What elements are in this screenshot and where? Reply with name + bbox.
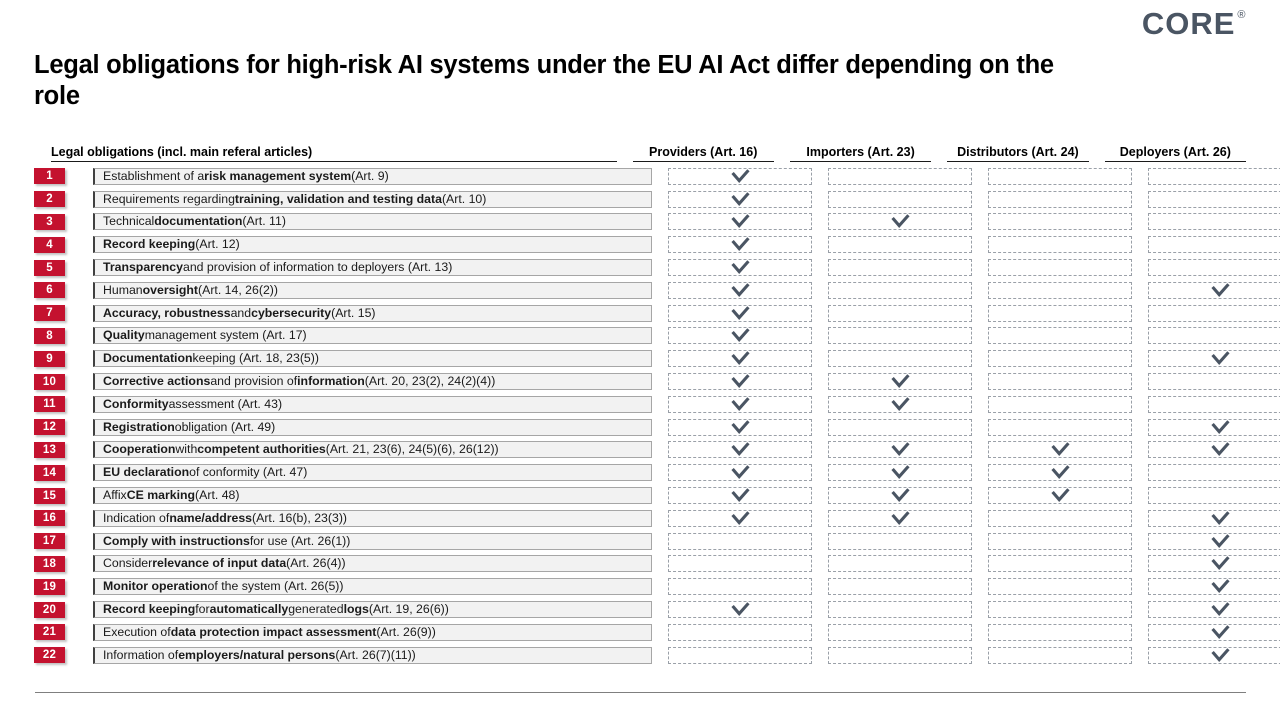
checkbox-cell-providers[interactable] xyxy=(668,236,812,253)
checkbox-cell-providers[interactable] xyxy=(668,396,812,413)
obligation-label: Accuracy, robustness and cybersecurity (Art. 15) xyxy=(93,305,652,322)
row-number-badge-wrap xyxy=(34,488,68,504)
row-number-badge-wrap xyxy=(34,282,68,298)
check-icon xyxy=(1212,284,1229,297)
table-row xyxy=(34,416,1246,439)
row-number-badge-wrap xyxy=(34,374,68,390)
check-icon xyxy=(732,421,749,434)
checkbox-cell-distributors[interactable] xyxy=(988,259,1132,276)
obligation-label: Comply with instructions for use (Art. 26(1)) xyxy=(93,533,652,550)
check-icon xyxy=(732,170,749,183)
check-icon xyxy=(1212,443,1229,456)
checkbox-cell-providers[interactable] xyxy=(668,441,812,458)
checkbox-cell-providers[interactable] xyxy=(668,464,812,481)
table-row xyxy=(34,575,1246,598)
row-number-badge-wrap xyxy=(34,647,68,663)
row-number-badge-wrap xyxy=(34,579,68,595)
table-row xyxy=(34,598,1246,621)
row-number-badge: 4 xyxy=(34,237,65,253)
table-row xyxy=(34,302,1246,325)
checkbox-cell-deployers[interactable] xyxy=(1148,305,1280,322)
table-row xyxy=(34,553,1246,576)
check-icon xyxy=(732,284,749,297)
check-icon xyxy=(1212,557,1229,570)
checkbox-cell-importers[interactable] xyxy=(828,647,972,664)
row-number-badge-wrap xyxy=(34,168,68,184)
row-number-badge-wrap xyxy=(34,510,68,526)
checkbox-cell-providers[interactable] xyxy=(668,305,812,322)
table-row xyxy=(34,233,1246,256)
checkbox-cell-providers[interactable] xyxy=(668,510,812,527)
checkbox-cell-importers[interactable] xyxy=(828,168,972,185)
check-icon xyxy=(892,215,909,228)
obligation-label: Establishment of a risk management system (Art. 9) xyxy=(93,168,652,185)
check-icon xyxy=(1212,649,1229,662)
checkbox-cell-distributors[interactable] xyxy=(988,533,1132,550)
checkbox-cell-importers[interactable] xyxy=(828,533,972,550)
check-icon xyxy=(732,329,749,342)
row-number-badge: 3 xyxy=(34,214,65,230)
obligation-label: Consider relevance of input data (Art. 26(4)) xyxy=(93,555,652,572)
checkbox-cell-importers[interactable] xyxy=(828,578,972,595)
row-number-badge-wrap xyxy=(34,533,68,549)
checkbox-cell-distributors[interactable] xyxy=(988,419,1132,436)
table-row xyxy=(34,621,1246,644)
table-row xyxy=(34,165,1246,188)
row-number-badge: 8 xyxy=(34,328,65,344)
column-header-providers: Providers (Art. 16) xyxy=(633,145,774,162)
checkbox-cell-distributors[interactable] xyxy=(988,487,1132,504)
row-number-badge: 19 xyxy=(34,579,65,595)
checkbox-cell-importers[interactable] xyxy=(828,464,972,481)
table-row xyxy=(34,211,1246,234)
checkbox-cell-importers[interactable] xyxy=(828,259,972,276)
checkbox-cell-providers[interactable] xyxy=(668,213,812,230)
checkbox-cell-deployers[interactable] xyxy=(1148,373,1280,390)
obligation-label: Quality management system (Art. 17) xyxy=(93,327,652,344)
column-header-importers: Importers (Art. 23) xyxy=(790,145,931,162)
checkbox-cell-providers[interactable] xyxy=(668,533,812,550)
checkbox-cell-distributors[interactable] xyxy=(988,624,1132,641)
check-icon xyxy=(892,443,909,456)
checkbox-cell-providers[interactable] xyxy=(668,487,812,504)
obligation-label: Monitor operation of the system (Art. 26(5)) xyxy=(93,578,652,595)
checkbox-cell-providers[interactable] xyxy=(668,327,812,344)
row-number-badge-wrap xyxy=(34,396,68,412)
checkbox-cell-distributors[interactable] xyxy=(988,282,1132,299)
checkbox-cell-distributors[interactable] xyxy=(988,373,1132,390)
checkbox-cell-providers[interactable] xyxy=(668,624,812,641)
table-header-row xyxy=(34,138,1246,162)
row-number-badge-wrap xyxy=(34,624,68,640)
check-icon xyxy=(1212,580,1229,593)
row-number-badge-wrap xyxy=(34,328,68,344)
check-icon xyxy=(892,466,909,479)
checkbox-cell-providers[interactable] xyxy=(668,282,812,299)
checkbox-cell-providers[interactable] xyxy=(668,647,812,664)
check-icon xyxy=(892,375,909,388)
checkbox-cell-distributors[interactable] xyxy=(988,305,1132,322)
core-logo xyxy=(1142,8,1246,39)
checkbox-cell-distributors[interactable] xyxy=(988,396,1132,413)
obligation-label: Information of employers/natural persons (Art. 26(7)(11)) xyxy=(93,647,652,664)
obligation-label: Transparency and provision of information to deployers (Art. 13) xyxy=(93,259,652,276)
checkbox-cell-distributors[interactable] xyxy=(988,191,1132,208)
checkbox-cell-deployers[interactable] xyxy=(1148,533,1280,550)
row-number-badge-wrap xyxy=(34,191,68,207)
checkbox-cell-deployers[interactable] xyxy=(1148,236,1280,253)
checkbox-cell-providers[interactable] xyxy=(668,419,812,436)
check-icon xyxy=(732,603,749,616)
obligation-label: Indication of name/address (Art. 16(b), 23(3)) xyxy=(93,510,652,527)
checkbox-cell-importers[interactable] xyxy=(828,419,972,436)
checkbox-cell-distributors[interactable] xyxy=(988,213,1132,230)
row-number-badge: 7 xyxy=(34,305,65,321)
check-icon xyxy=(892,398,909,411)
checkbox-cell-importers[interactable] xyxy=(828,213,972,230)
checkbox-cell-importers[interactable] xyxy=(828,327,972,344)
checkbox-cell-importers[interactable] xyxy=(828,350,972,367)
checkbox-cell-deployers[interactable] xyxy=(1148,282,1280,299)
check-icon xyxy=(892,512,909,525)
check-icon xyxy=(732,352,749,365)
obligation-label: Conformity assessment (Art. 43) xyxy=(93,396,652,413)
column-header-deployers: Deployers (Art. 26) xyxy=(1105,145,1246,162)
checkbox-cell-importers[interactable] xyxy=(828,373,972,390)
row-number-badge: 6 xyxy=(34,282,65,298)
checkbox-cell-distributors[interactable] xyxy=(988,441,1132,458)
checkbox-cell-deployers[interactable] xyxy=(1148,327,1280,344)
table-row xyxy=(34,188,1246,211)
checkbox-cell-importers[interactable] xyxy=(828,236,972,253)
row-number-badge-wrap xyxy=(34,442,68,458)
checkbox-cell-importers[interactable] xyxy=(828,601,972,618)
checkbox-cell-deployers[interactable] xyxy=(1148,601,1280,618)
obligation-label: Human oversight (Art. 14, 26(2)) xyxy=(93,282,652,299)
table-row xyxy=(34,461,1246,484)
row-number-badge: 22 xyxy=(34,647,65,663)
checkbox-cell-deployers[interactable] xyxy=(1148,624,1280,641)
checkbox-cell-deployers[interactable] xyxy=(1148,487,1280,504)
row-number-badge: 12 xyxy=(34,419,65,435)
row-number-badge-wrap xyxy=(34,260,68,276)
check-icon xyxy=(892,489,909,502)
checkbox-cell-deployers[interactable] xyxy=(1148,419,1280,436)
table-row xyxy=(34,347,1246,370)
checkbox-cell-deployers[interactable] xyxy=(1148,396,1280,413)
checkbox-cell-distributors[interactable] xyxy=(988,168,1132,185)
row-number-badge: 5 xyxy=(34,260,65,276)
row-number-badge: 10 xyxy=(34,374,65,390)
check-icon xyxy=(1212,512,1229,525)
checkbox-cell-deployers[interactable] xyxy=(1148,555,1280,572)
check-icon xyxy=(1052,489,1069,502)
row-number-badge: 2 xyxy=(34,191,65,207)
checkbox-cell-providers[interactable] xyxy=(668,555,812,572)
table-row xyxy=(34,530,1246,553)
checkbox-cell-providers[interactable] xyxy=(668,601,812,618)
check-icon xyxy=(1052,466,1069,479)
column-header-obligations: Legal obligations (incl. main referal articles) xyxy=(51,145,617,162)
row-number-badge: 18 xyxy=(34,556,65,572)
checkbox-cell-deployers[interactable] xyxy=(1148,578,1280,595)
checkbox-cell-deployers[interactable] xyxy=(1148,350,1280,367)
check-icon xyxy=(1212,535,1229,548)
checkbox-cell-distributors[interactable] xyxy=(988,327,1132,344)
check-icon xyxy=(732,489,749,502)
page-title: Legal obligations for high-risk AI systems under the EU AI Act differ depending on the role xyxy=(34,51,1054,110)
row-number-badge: 15 xyxy=(34,488,65,504)
check-icon xyxy=(1212,421,1229,434)
row-number-badge: 14 xyxy=(34,465,65,481)
row-number-badge: 13 xyxy=(34,442,65,458)
column-header-distributors: Distributors (Art. 24) xyxy=(947,145,1088,162)
checkbox-cell-importers[interactable] xyxy=(828,624,972,641)
check-icon xyxy=(732,261,749,274)
table-body xyxy=(34,165,1246,667)
checkbox-cell-distributors[interactable] xyxy=(988,350,1132,367)
obligation-label: Technical documentation (Art. 11) xyxy=(93,213,652,230)
checkbox-cell-distributors[interactable] xyxy=(988,555,1132,572)
obligation-label: Record keeping for automatically generated logs (Art. 19, 26(6)) xyxy=(93,601,652,618)
checkbox-cell-distributors[interactable] xyxy=(988,464,1132,481)
check-icon xyxy=(732,443,749,456)
checkbox-cell-providers[interactable] xyxy=(668,259,812,276)
checkbox-cell-importers[interactable] xyxy=(828,396,972,413)
checkbox-cell-deployers[interactable] xyxy=(1148,441,1280,458)
check-icon xyxy=(732,215,749,228)
table-row xyxy=(34,439,1246,462)
row-number-badge: 9 xyxy=(34,351,65,367)
checkbox-cell-distributors[interactable] xyxy=(988,510,1132,527)
row-number-badge: 1 xyxy=(34,168,65,184)
obligations-table xyxy=(34,138,1246,667)
logo-wordmark: CORE xyxy=(1141,6,1236,41)
obligation-label: Corrective actions and provision of information (Art. 20, 23(2), 24(2)(4)) xyxy=(93,373,652,390)
row-number-badge-wrap xyxy=(34,465,68,481)
check-icon xyxy=(732,375,749,388)
check-icon xyxy=(1212,603,1229,616)
checkbox-cell-providers[interactable] xyxy=(668,168,812,185)
checkbox-cell-deployers[interactable] xyxy=(1148,647,1280,664)
checkbox-cell-importers[interactable] xyxy=(828,555,972,572)
table-row xyxy=(34,507,1246,530)
table-row xyxy=(34,393,1246,416)
table-row xyxy=(34,325,1246,348)
row-number-badge: 21 xyxy=(34,624,65,640)
check-icon xyxy=(1212,626,1229,639)
obligation-label: Requirements regarding training, validation and testing data (Art. 10) xyxy=(93,191,652,208)
check-icon xyxy=(1212,352,1229,365)
checkbox-cell-providers[interactable] xyxy=(668,373,812,390)
obligation-label: Record keeping (Art. 12) xyxy=(93,236,652,253)
registered-trademark-icon: ® xyxy=(1237,9,1246,21)
checkbox-cell-distributors[interactable] xyxy=(988,647,1132,664)
row-number-badge-wrap xyxy=(34,305,68,321)
row-number-badge-wrap xyxy=(34,351,68,367)
row-number-badge-wrap xyxy=(34,419,68,435)
row-number-badge: 17 xyxy=(34,533,65,549)
checkbox-cell-distributors[interactable] xyxy=(988,236,1132,253)
check-icon xyxy=(1052,443,1069,456)
checkbox-cell-providers[interactable] xyxy=(668,350,812,367)
obligation-label: Documentation keeping (Art. 18, 23(5)) xyxy=(93,350,652,367)
row-number-badge: 20 xyxy=(34,602,65,618)
checkbox-cell-deployers[interactable] xyxy=(1148,213,1280,230)
obligation-label: Registration obligation (Art. 49) xyxy=(93,419,652,436)
row-number-badge: 16 xyxy=(34,510,65,526)
row-number-badge-wrap xyxy=(34,556,68,572)
check-icon xyxy=(732,398,749,411)
check-icon xyxy=(732,238,749,251)
row-number-badge-wrap xyxy=(34,214,68,230)
checkbox-cell-deployers[interactable] xyxy=(1148,259,1280,276)
checkbox-cell-providers[interactable] xyxy=(668,191,812,208)
table-row xyxy=(34,644,1246,667)
table-row xyxy=(34,484,1246,507)
checkbox-cell-importers[interactable] xyxy=(828,487,972,504)
obligation-label: Execution of data protection impact assessment (Art. 26(9)) xyxy=(93,624,652,641)
row-number-badge-wrap xyxy=(34,602,68,618)
checkbox-cell-importers[interactable] xyxy=(828,282,972,299)
checkbox-cell-deployers[interactable] xyxy=(1148,464,1280,481)
checkbox-cell-importers[interactable] xyxy=(828,441,972,458)
check-icon xyxy=(732,512,749,525)
checkbox-cell-importers[interactable] xyxy=(828,305,972,322)
check-icon xyxy=(732,466,749,479)
footer-divider xyxy=(35,692,1246,693)
table-row xyxy=(34,370,1246,393)
obligation-label: Cooperation with competent authorities (Art. 21, 23(6), 24(5)(6), 26(12)) xyxy=(93,441,652,458)
checkbox-cell-deployers[interactable] xyxy=(1148,510,1280,527)
table-row xyxy=(34,256,1246,279)
check-icon xyxy=(732,193,749,206)
table-row xyxy=(34,279,1246,302)
checkbox-cell-deployers[interactable] xyxy=(1148,191,1280,208)
row-number-badge-wrap xyxy=(34,237,68,253)
check-icon xyxy=(732,307,749,320)
obligation-label: Affix CE marking (Art. 48) xyxy=(93,487,652,504)
row-number-badge: 11 xyxy=(34,396,65,412)
checkbox-cell-distributors[interactable] xyxy=(988,578,1132,595)
checkbox-cell-providers[interactable] xyxy=(668,578,812,595)
checkbox-cell-distributors[interactable] xyxy=(988,601,1132,618)
checkbox-cell-deployers[interactable] xyxy=(1148,168,1280,185)
obligation-label: EU declaration of conformity (Art. 47) xyxy=(93,464,652,481)
checkbox-cell-importers[interactable] xyxy=(828,510,972,527)
checkbox-cell-importers[interactable] xyxy=(828,191,972,208)
